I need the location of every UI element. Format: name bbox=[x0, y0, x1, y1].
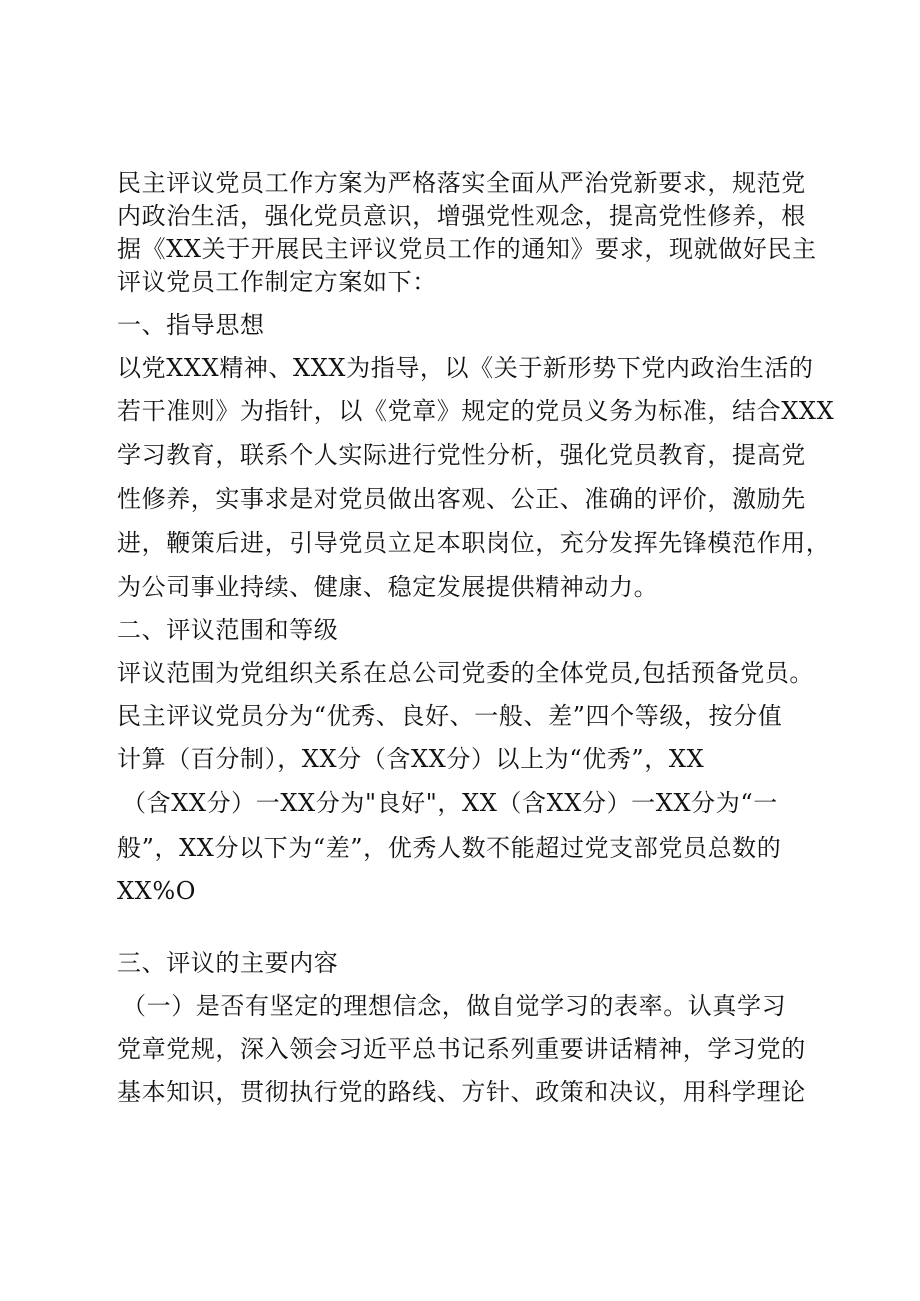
content-line-3: 基本知识，贯彻执行党的路线、方针、政策和决议，用科学理论 bbox=[117, 1078, 806, 1106]
scope-line-5: 般”，XX分以下为“差”，优秀人数不能超过党支部党员总数的 bbox=[117, 834, 782, 862]
scope-line-2: 民主评议党员分为“优秀、良好、一般、差”四个等级，按分值 bbox=[117, 702, 783, 730]
scope-line-1: 评议范围为党组织关系在总公司党委的全体党员,包括预备党员。 bbox=[117, 659, 815, 687]
section-heading-scope-grade: 二、评议范围和等级 bbox=[117, 616, 339, 644]
intro-line-1: 民主评议党员工作方案为严格落实全面从严治党新要求，规范党 bbox=[117, 169, 806, 197]
guiding-line-5: 进，鞭策后进，引导党员立足本职岗位，充分发挥先锋模范作用， bbox=[117, 529, 831, 557]
section-heading-guiding-thought: 一、指导思想 bbox=[117, 311, 265, 339]
intro-line-4: 评议党员工作制定方案如下： bbox=[117, 268, 437, 296]
guiding-line-3: 学习教育，联系个人实际进行党性分析，强化党员教育，提高党 bbox=[117, 441, 806, 469]
content-line-1: （一）是否有坚定的理想信念，做自觉学习的表率。认真学习 bbox=[122, 992, 787, 1020]
guiding-line-2: 若干准则》为指针，以《党章》规定的党员义务为标准，结合XXX bbox=[117, 397, 835, 425]
intro-line-3: 据《XX关于开展民主评议党员工作的通知》要求，现就做好民主 bbox=[117, 235, 817, 263]
guiding-line-4: 性修养，实事求是对党员做出客观、公正、准确的评价，激励先 bbox=[117, 485, 806, 513]
intro-line-2: 内政治生活，强化党员意识，增强党性观念，提高党性修养，根 bbox=[117, 202, 806, 230]
section-heading-main-content: 三、评议的主要内容 bbox=[117, 949, 339, 977]
content-line-2: 党章党规，深入领会习近平总书记系列重要讲话精神，学习党的 bbox=[117, 1035, 806, 1063]
scope-line-4: （含XX分）一XX分为"良好"，XX（含XX分）一XX分为“一 bbox=[122, 789, 778, 817]
guiding-line-6: 为公司事业持续、健康、稳定发展提供精神动力。 bbox=[117, 573, 659, 601]
scope-line-6: XX%O bbox=[117, 877, 197, 905]
scope-line-3: 计算（百分制），XX分（含XX分）以上为“优秀”，XX bbox=[117, 745, 705, 773]
guiding-line-1: 以党XXX精神、XXX为指导，以《关于新形势下党内政治生活的 bbox=[117, 354, 814, 382]
